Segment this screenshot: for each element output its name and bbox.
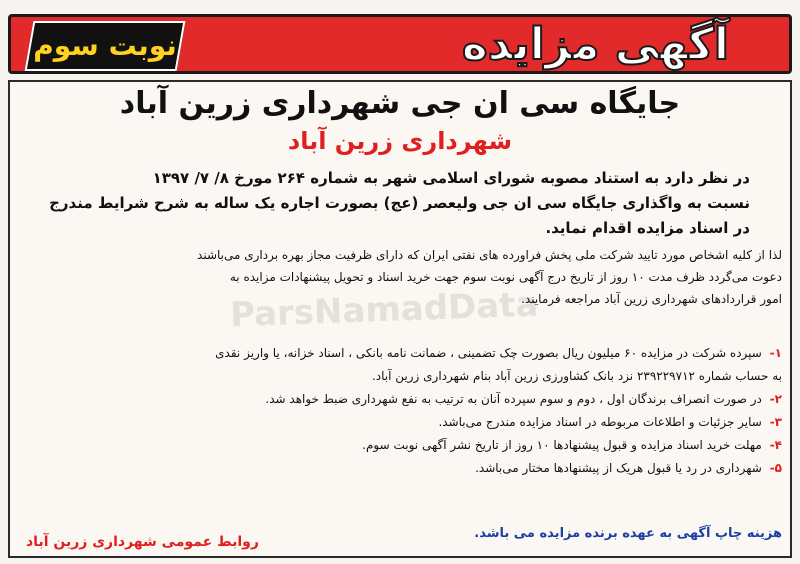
list-item xyxy=(18,457,782,480)
intro-line: نسبت به واگذاری جایگاه سی ان جی ولیعصر (عج) بصورت اجاره یک ساله به شرح شرایط مندرج xyxy=(49,194,750,212)
title-banner xyxy=(8,14,792,74)
organization-name: شهرداری زرین آباد xyxy=(287,127,513,155)
item-text: مهلت خرید اسناد مزایده و قبول پیشنهادها ۱۰ روز از تاریخ نشر آگهی نوبت سوم. xyxy=(362,438,762,452)
item-text: سایر جزئیات و اطلاعات مربوطه در اسناد مزایده مندرج می‌باشد. xyxy=(438,415,762,429)
round-badge xyxy=(25,21,186,71)
intro-paragraph xyxy=(22,166,750,241)
round-badge-label: نوبت سوم xyxy=(33,29,177,62)
item-text: در صورت انصراف برندگان اول ، دوم و سوم سپرده آنان به ترتیب به نفع شهرداری ضبط خواهد شد. xyxy=(265,392,762,406)
list-item xyxy=(18,388,782,411)
item-number: ۴- xyxy=(769,438,782,452)
item-text: شهرداری در رد یا قبول هریک از پیشنهادها مختار می‌باشد. xyxy=(475,461,762,475)
list-item xyxy=(18,434,782,457)
item-continuation: به حساب شماره ۲۳۹۲۲۹۷۱۲ نزد بانک کشاورزی زرین آباد بنام شهرداری زرین آباد. xyxy=(371,369,782,383)
watermark-text: ParsNamadData xyxy=(229,284,540,336)
body-line: امور قراردادهای شهرداری زرین آباد مراجعه فرمایند. xyxy=(521,292,782,306)
item-text: سپرده شرکت در مزایده ۶۰ میلیون ریال بصورت چک تضمینی ، ضمانت نامه بانکی ، اسناد خزانه، یا واریز نقدی xyxy=(215,346,762,360)
item-number: ۳- xyxy=(769,415,782,429)
item-number: ۵- xyxy=(769,461,782,475)
banner-title: آگهی مزایده xyxy=(461,19,729,70)
fee-note: هزینه چاپ آگهی به عهده برنده مزایده می باشد. xyxy=(474,526,782,541)
list-item xyxy=(18,342,782,365)
conditions-list xyxy=(18,342,782,480)
list-item xyxy=(18,411,782,434)
public-relations-signature: روابط عمومی شهرداری زرین آباد xyxy=(26,534,259,550)
notice-heading: جایگاه سی ان جی شهرداری زرین آباد xyxy=(119,86,681,121)
intro-line: در نظر دارد به استناد مصوبه شورای اسلامی شهر به شماره ۲۶۴ مورخ ۸/ ۷/ ۱۳۹۷ xyxy=(152,169,750,187)
item-number: ۱- xyxy=(769,346,782,360)
intro-line: در اسناد مزایده اقدام نماید. xyxy=(545,219,750,237)
item-number: ۲- xyxy=(769,392,782,406)
body-line: لذا از کلیه اشخاص مورد تایید شرکت ملی پخش فراورده های نفتی ایران که دارای ظرفیت مجاز بهره برداری می‌باشند xyxy=(197,248,782,262)
body-paragraph xyxy=(18,244,782,310)
body-line: دعوت می‌گردد ظرف مدت ۱۰ روز از تاریخ درج آگهی نوبت سوم جهت خرید اسناد و تحویل پیشنهادات مزایده به xyxy=(229,270,782,284)
